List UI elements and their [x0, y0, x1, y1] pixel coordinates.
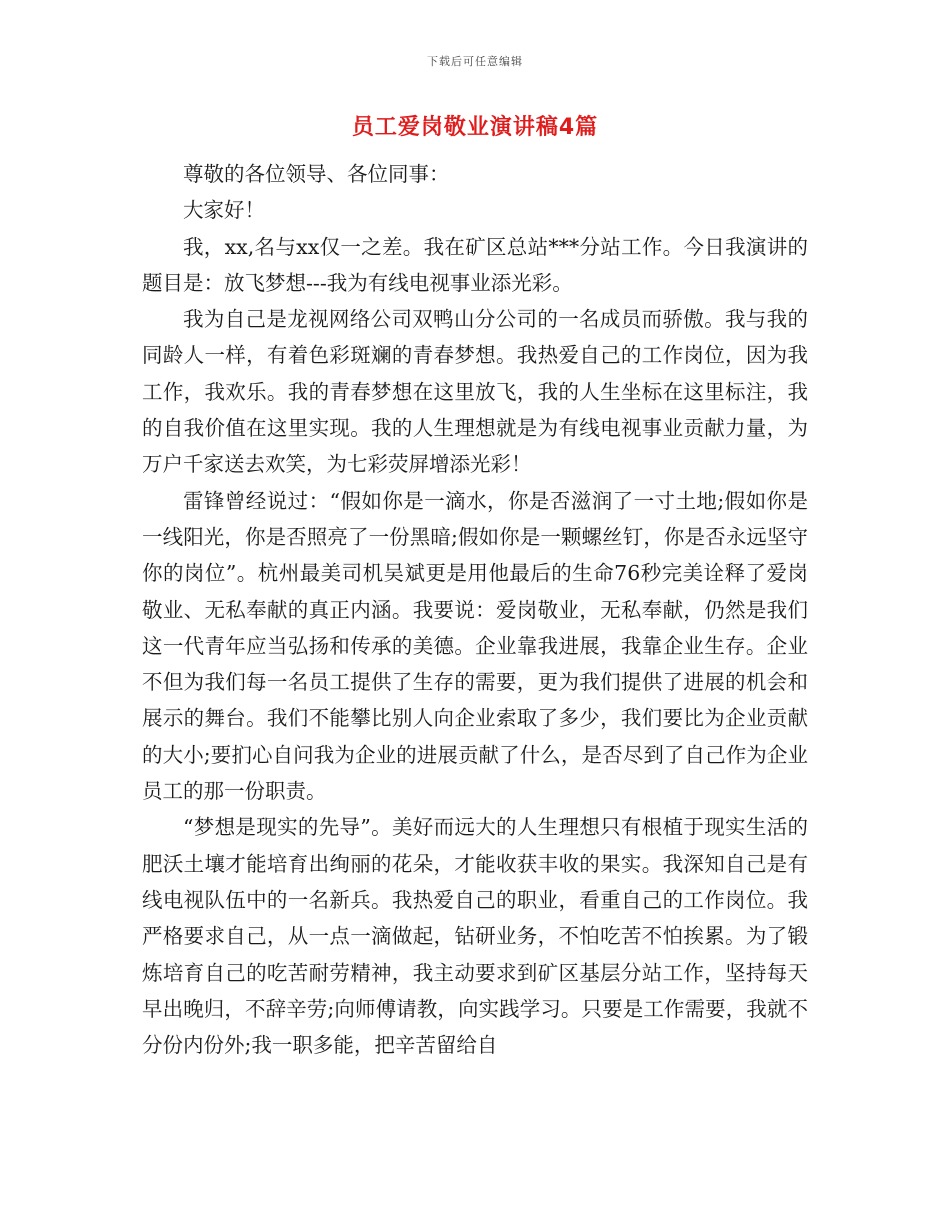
paragraph-salutation: 尊敬的各位领导、各位同事： [183, 162, 450, 186]
page-header-note: 下载后可任意编辑 [427, 55, 523, 68]
paragraph-greeting: 大家好！ [183, 198, 265, 223]
paragraph-leifeng: 雷锋曾经说过：“假如你是一滴水，你是否滋润了一寸土地;假如你是一线阳光，你是否照亮了一份黑暗;假如你是一颗螺丝钉，你是否永远坚守你的岗位”。杭州最美司机吴斌更是用他最后的生命76秒完美诠释了爱岗敬业、无私奉献的真正内涵。我要说：爱岗敬业，无私奉献，仍然是我们这一代青年应当弘扬和传承的美德。企业靠我进展，我靠企业生存。企业不但为我们每一名员工提供了生存的需要，更为我们提供了进展的机会和展示的舞台。我们不能攀比别人向企业索取了多少，我们要比为企业贡献的大小;要扪心自问我为企业的进展贡献了什么，是否尽到了自己作为企业员工的那一份职责。 [142, 488, 808, 804]
paragraph-dream: “梦想是现实的先导”。美好而远大的人生理想只有根植于现实生活的肥沃土壤才能培育出绚丽的花朵，才能收获丰收的果实。我深知自己是有线电视队伍中的一名新兵。我热爱自己的职业，看重自己的工作岗位。我严格要求自己，从一点一滴做起，钻研业务，不怕吃苦不怕挨累。为了锻炼培育自己的吃苦耐劳精神，我主动要求到矿区基层分站工作，坚持每天早出晚归，不辞辛劳;向师傅请教，向实践学习。只要是工作需要，我就不分份内份外;我一职多能，把辛苦留给自 [142, 815, 808, 1058]
paragraph-pride: 我为自己是龙视网络公司双鸭山分公司的一名成员而骄傲。我与我的同龄人一样，有着色彩斑斓的青春梦想。我热爱自己的工作岗位，因为我工作，我欢乐。我的青春梦想在这里放飞，我的人生坐标在这里标注，我的自我价值在这里实现。我的人生理想就是为有线电视事业贡献力量，为万户千家送去欢笑，为七彩荧屏增添光彩！ [142, 307, 808, 477]
document-body [142, 156, 808, 1063]
paragraph-intro: 我，xx,名与xx仅一之差。我在矿区总站***分站工作。今日我演讲的题目是：放飞梦想---我为有线电视事业添光彩。 [142, 234, 808, 295]
document-title: 员工爱岗敬业演讲稿4篇 [351, 115, 599, 140]
